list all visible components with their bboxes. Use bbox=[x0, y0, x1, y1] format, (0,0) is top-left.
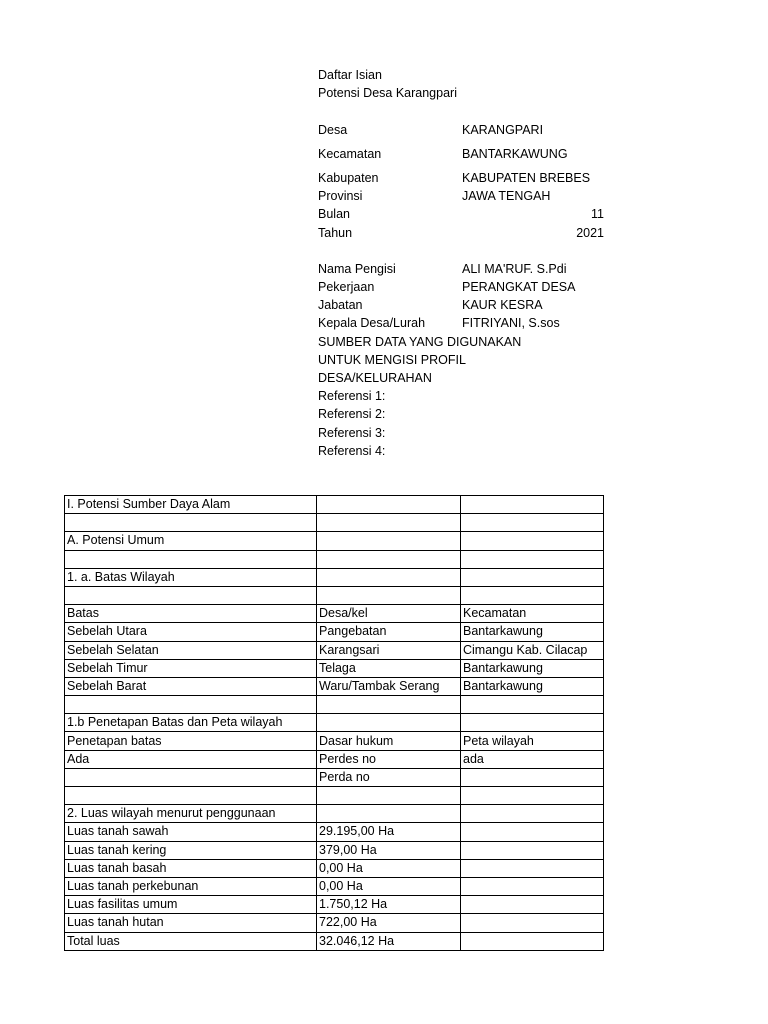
table-row bbox=[65, 823, 604, 841]
table-row bbox=[65, 914, 604, 932]
table-cell: Total luas bbox=[65, 932, 317, 950]
table-cell bbox=[461, 877, 604, 895]
table-cell bbox=[317, 532, 461, 550]
doc-subtitle: Potensi Desa Karangpari bbox=[318, 86, 457, 101]
table-cell: Luas tanah hutan bbox=[65, 914, 317, 932]
sumber-data-line-2: UNTUK MENGISI PROFIL bbox=[318, 352, 466, 367]
table-row bbox=[65, 605, 604, 623]
table-row bbox=[65, 750, 604, 768]
table-cell: 722,00 Ha bbox=[317, 914, 461, 932]
table-cell: Penetapan batas bbox=[65, 732, 317, 750]
table-cell bbox=[65, 586, 317, 604]
table-cell: 1.b Penetapan Batas dan Peta wilayah bbox=[65, 714, 317, 732]
table-cell: ada bbox=[461, 750, 604, 768]
table-cell: Ada bbox=[65, 750, 317, 768]
table-cell bbox=[461, 532, 604, 550]
table-cell bbox=[317, 586, 461, 604]
table-cell bbox=[65, 787, 317, 805]
table-row bbox=[65, 514, 604, 532]
table-cell bbox=[317, 805, 461, 823]
table-cell: Batas bbox=[65, 605, 317, 623]
table-cell: 0,00 Ha bbox=[317, 859, 461, 877]
table-cell bbox=[461, 586, 604, 604]
table-row bbox=[65, 532, 604, 550]
field-nama-pengisi: Nama Pengisi ALI MA'RUF. S.Pdi bbox=[318, 261, 567, 276]
referensi-3: Referensi 3: bbox=[318, 425, 386, 440]
table-cell: Bantarkawung bbox=[461, 659, 604, 677]
table-cell bbox=[65, 768, 317, 786]
table-cell: Cimangu Kab. Cilacap bbox=[461, 641, 604, 659]
table-cell bbox=[317, 496, 461, 514]
table-cell: 2. Luas wilayah menurut penggunaan bbox=[65, 805, 317, 823]
table-cell bbox=[461, 859, 604, 877]
table-cell: Luas fasilitas umum bbox=[65, 896, 317, 914]
table-row bbox=[65, 805, 604, 823]
table-cell: Luas tanah basah bbox=[65, 859, 317, 877]
table-cell: Perdes no bbox=[317, 750, 461, 768]
table-row bbox=[65, 586, 604, 604]
table-row bbox=[65, 877, 604, 895]
table-cell: Peta wilayah bbox=[461, 732, 604, 750]
table-cell: Sebelah Timur bbox=[65, 659, 317, 677]
table-row bbox=[65, 496, 604, 514]
table-cell bbox=[461, 823, 604, 841]
table-cell: Pangebatan bbox=[317, 623, 461, 641]
table-row bbox=[65, 659, 604, 677]
sumber-data-line-1: SUMBER DATA YANG DIGUNAKAN bbox=[318, 334, 522, 349]
referensi-1: Referensi 1: bbox=[318, 389, 386, 404]
table-cell bbox=[461, 714, 604, 732]
table-cell bbox=[317, 514, 461, 532]
table-cell bbox=[317, 550, 461, 568]
table-cell: Karangsari bbox=[317, 641, 461, 659]
field-bulan: Bulan 11 bbox=[318, 207, 604, 222]
table-cell: Sebelah Utara bbox=[65, 623, 317, 641]
table-cell bbox=[317, 714, 461, 732]
table-cell: Kecamatan bbox=[461, 605, 604, 623]
potensi-table bbox=[64, 495, 604, 951]
table-cell bbox=[317, 568, 461, 586]
table-cell bbox=[461, 568, 604, 586]
sumber-data-line-3: DESA/KELURAHAN bbox=[318, 371, 432, 385]
table-cell bbox=[461, 914, 604, 932]
field-pekerjaan: Pekerjaan PERANGKAT DESA bbox=[318, 280, 576, 295]
table-cell bbox=[461, 514, 604, 532]
table-row bbox=[65, 623, 604, 641]
table-cell: Dasar hukum bbox=[317, 732, 461, 750]
field-kecamatan: Kecamatan BANTARKAWUNG bbox=[318, 146, 568, 161]
table-cell: Sebelah Selatan bbox=[65, 641, 317, 659]
field-jabatan: Jabatan KAUR KESRA bbox=[318, 298, 543, 313]
table-row bbox=[65, 732, 604, 750]
table-cell bbox=[461, 787, 604, 805]
field-kabupaten: Kabupaten KABUPATEN BREBES bbox=[318, 170, 591, 185]
table-row bbox=[65, 714, 604, 732]
table-cell: I. Potensi Sumber Daya Alam bbox=[65, 496, 317, 514]
table-cell: Perda no bbox=[317, 768, 461, 786]
table-cell: 0,00 Ha bbox=[317, 877, 461, 895]
doc-title: Daftar Isian bbox=[318, 68, 382, 82]
table-cell: 1.750,12 Ha bbox=[317, 896, 461, 914]
table-row bbox=[65, 768, 604, 786]
table-cell: Waru/Tambak Serang bbox=[317, 677, 461, 695]
table-cell bbox=[461, 496, 604, 514]
table-row bbox=[65, 787, 604, 805]
form-header bbox=[318, 66, 618, 460]
table-cell: 32.046,12 Ha bbox=[317, 932, 461, 950]
table-cell: Telaga bbox=[317, 659, 461, 677]
table-cell: Desa/kel bbox=[317, 605, 461, 623]
table-row bbox=[65, 696, 604, 714]
referensi-4: Referensi 4: bbox=[318, 443, 386, 458]
table-row bbox=[65, 932, 604, 950]
table-row bbox=[65, 550, 604, 568]
field-kepala-desa: Kepala Desa/Lurah FITRIYANI, S.sos bbox=[318, 316, 560, 331]
table-cell: Luas tanah perkebunan bbox=[65, 877, 317, 895]
table-cell: Luas tanah kering bbox=[65, 841, 317, 859]
table-cell: Sebelah Barat bbox=[65, 677, 317, 695]
table-row bbox=[65, 841, 604, 859]
table-cell bbox=[461, 550, 604, 568]
table-cell bbox=[65, 550, 317, 568]
referensi-2: Referensi 2: bbox=[318, 407, 386, 422]
table-row bbox=[65, 859, 604, 877]
table-cell bbox=[65, 514, 317, 532]
table-row bbox=[65, 641, 604, 659]
table-cell: 1. a. Batas Wilayah bbox=[65, 568, 317, 586]
table-row bbox=[65, 568, 604, 586]
table-cell bbox=[461, 805, 604, 823]
table-cell: 29.195,00 Ha bbox=[317, 823, 461, 841]
table-cell bbox=[461, 896, 604, 914]
field-tahun: Tahun 2021 bbox=[318, 225, 604, 240]
field-desa: Desa KARANGPARI bbox=[318, 122, 544, 137]
table-cell bbox=[461, 696, 604, 714]
table-cell bbox=[461, 932, 604, 950]
table-cell: Bantarkawung bbox=[461, 677, 604, 695]
table-cell bbox=[317, 696, 461, 714]
table-cell: Bantarkawung bbox=[461, 623, 604, 641]
table-cell bbox=[317, 787, 461, 805]
table-cell bbox=[461, 841, 604, 859]
table-cell: Luas tanah sawah bbox=[65, 823, 317, 841]
table-row bbox=[65, 896, 604, 914]
table-cell bbox=[461, 768, 604, 786]
field-provinsi: Provinsi JAWA TENGAH bbox=[318, 189, 551, 204]
table-row bbox=[65, 677, 604, 695]
table-cell: 379,00 Ha bbox=[317, 841, 461, 859]
table-cell: A. Potensi Umum bbox=[65, 532, 317, 550]
table-cell bbox=[65, 696, 317, 714]
